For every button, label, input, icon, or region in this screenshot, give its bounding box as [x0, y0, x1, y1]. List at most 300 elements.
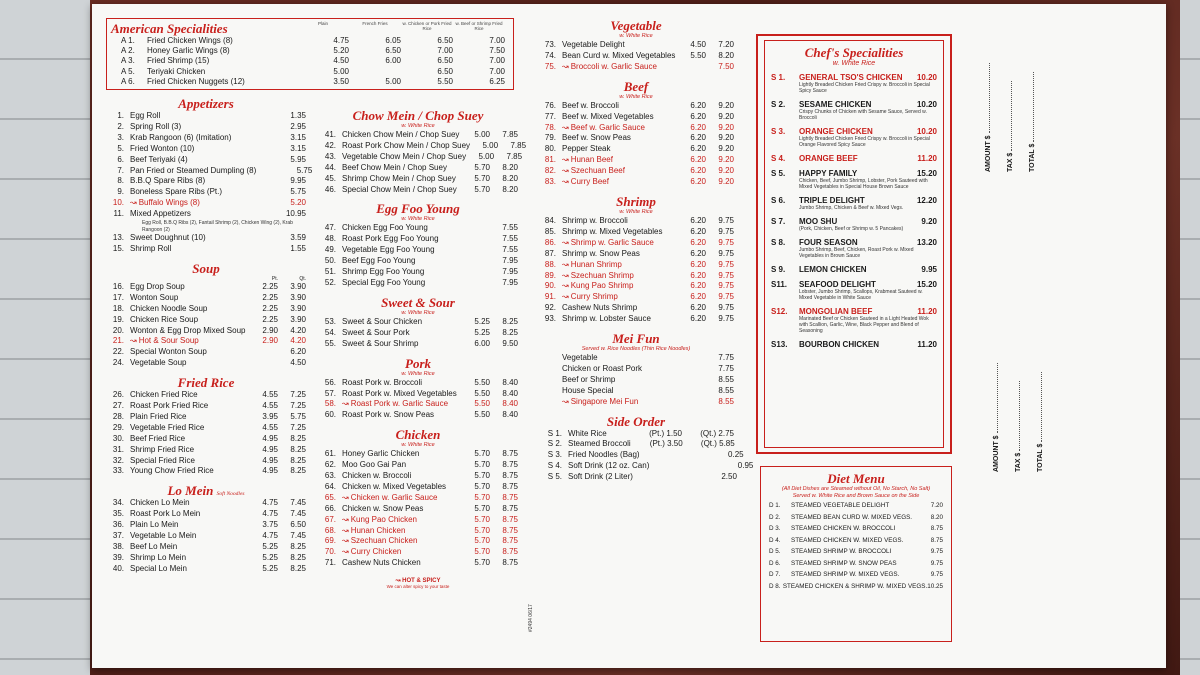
- item-price-large: 8.20: [718, 50, 734, 60]
- item-name: Fried Shrimp (15): [147, 56, 210, 66]
- item-price-small: [649, 461, 701, 472]
- item-price-large: 7.55: [502, 245, 518, 255]
- item-price-small: [678, 375, 706, 386]
- item-name: Beef w. Mixed Vegetables: [562, 111, 654, 121]
- item-number: 10.: [112, 198, 124, 208]
- item-number: 89.: [544, 270, 556, 280]
- chef-item-line: [771, 100, 937, 109]
- item-number: 51.: [324, 267, 336, 277]
- item-number: 49.: [324, 245, 336, 255]
- item-code: A 6.: [121, 76, 135, 86]
- item-price: 8.75: [930, 525, 943, 532]
- item-price-large: 8.75: [502, 460, 518, 470]
- tax-field-top[interactable]: TAX $: [1004, 81, 1014, 172]
- item-number: 9.: [117, 187, 124, 197]
- item-price-large: 8.75: [502, 449, 518, 459]
- item-price-small: [640, 450, 692, 461]
- item-name: Chicken Noodle Soup: [130, 303, 208, 313]
- item-price: 7.50: [489, 46, 505, 56]
- item-price-small: 5.25: [262, 552, 278, 562]
- side-order-title: Side Order: [606, 413, 666, 429]
- item-price-large: 7.45: [290, 509, 306, 519]
- menu-item-row: [318, 378, 518, 389]
- vegetable-title: Vegetable: [610, 18, 662, 33]
- chili-icon: ↝: [342, 399, 349, 409]
- item-name: Pan Fried or Steamed Dumpling (8): [130, 165, 257, 175]
- chef-item-line: [771, 217, 937, 226]
- item-price-small: 5.70: [474, 514, 490, 524]
- chef-item: [771, 217, 937, 232]
- item-price-large: 9.20: [718, 122, 734, 132]
- item-price-small: 6.20: [690, 111, 706, 121]
- item-number: 33.: [112, 466, 124, 476]
- item-price-small: 3.75: [262, 520, 278, 530]
- vegetable-list: [538, 40, 734, 73]
- item-price: [349, 67, 401, 77]
- diet-item-row: [769, 500, 943, 512]
- item-price: 7.00: [489, 66, 505, 76]
- item-code: S 5.: [771, 169, 786, 178]
- item-name: GENERAL TSO'S CHICKEN: [799, 73, 903, 82]
- item-price-large: 8.75: [502, 558, 518, 568]
- item-name: Roast Pork w. Snow Peas: [342, 410, 435, 420]
- american-headers: Plain French Fries w. Chicken or Pork Fried Rice w. Beef or Shrimp Fried Rice: [317, 21, 503, 31]
- item-name: Chicken Egg Foo Young: [342, 223, 428, 233]
- menu-item-row: [106, 509, 306, 520]
- item-number: 45.: [324, 173, 336, 183]
- item-price-large: 8.25: [290, 433, 306, 443]
- item-name: Vegetable Chow Mein / Chop Suey: [342, 151, 467, 161]
- item-price-small: [462, 256, 490, 267]
- item-price: 6.25: [489, 76, 505, 86]
- amount-field-top[interactable]: AMOUNT $: [982, 63, 992, 172]
- chef-item: [771, 280, 937, 301]
- item-name: Chicken w. Broccoli: [342, 471, 412, 481]
- item-price-large: 8.75: [502, 525, 518, 535]
- total-field-top[interactable]: TOTAL $: [1026, 72, 1036, 172]
- american-title: American Specialities: [111, 21, 228, 36]
- item-price-large: 7.85: [506, 151, 523, 161]
- item-name: Curry Shrimp: [570, 292, 618, 302]
- item-price-small: [250, 176, 278, 187]
- item-number: [538, 397, 562, 408]
- mei-fun-list: [538, 353, 734, 408]
- total-field-bottom[interactable]: TOTAL $: [1034, 372, 1044, 472]
- item-price-small: 6.20: [690, 292, 706, 302]
- item-name: FOUR SEASON: [799, 238, 858, 247]
- item-number: 7.: [117, 165, 124, 175]
- menu-item-row: [106, 293, 306, 304]
- item-name: MOO SHU: [799, 217, 838, 226]
- item-name: Broccoli w. Garlic Sauce: [570, 61, 657, 71]
- item-price-large: 9.20: [718, 111, 734, 121]
- menu-item-row: [538, 40, 734, 51]
- item-name: STEAMED CHICKEN W. MIXED VEGS.: [791, 536, 904, 544]
- item-number: [538, 353, 562, 364]
- menu-item-row: [106, 176, 306, 187]
- american-item-row: [111, 77, 509, 87]
- menu-item-row: [318, 389, 518, 400]
- item-name: Roast Pork Lo Mein: [130, 509, 201, 519]
- item-price-small: (Pt.) 3.50: [649, 439, 683, 449]
- item-name: Chicken Rice Soup: [130, 314, 199, 324]
- item-number: 16.: [112, 281, 124, 291]
- menu-item-row: [318, 399, 518, 410]
- item-description: Chicken, Beef, Jumbo Shrimp, Lobster, Pork Sauteed with Mixed Vegetables in Special House Brown Sauce: [799, 178, 928, 190]
- american-item-row: [111, 36, 509, 46]
- fried-rice-list: [106, 390, 306, 477]
- item-name: Fried Wonton (10): [130, 143, 195, 153]
- item-code: D 6.: [769, 559, 781, 567]
- item-name: Roast Pork w. Broccoli: [342, 377, 423, 387]
- item-price-large: 8.75: [502, 547, 518, 557]
- item-name: Chicken Lo Mein: [130, 498, 190, 508]
- item-name: Beef w. Broccoli: [562, 100, 619, 110]
- item-name: Kung Pao Chicken: [350, 514, 417, 524]
- shrimp-title: Shrimp: [616, 193, 656, 209]
- amount-field-bottom[interactable]: AMOUNT $: [990, 363, 1000, 472]
- column-2: [318, 108, 527, 590]
- menu-item-row: [538, 375, 734, 386]
- tax-field-bottom[interactable]: TAX $: [1012, 381, 1022, 472]
- item-price-large: 8.25: [290, 466, 306, 476]
- menu-item-row: [538, 155, 734, 166]
- menu-item-row: [538, 112, 734, 123]
- item-price-small: 3.95: [262, 411, 278, 421]
- item-price: 3.50: [333, 76, 349, 86]
- item-price-small: [462, 223, 490, 234]
- column-3: [538, 18, 754, 483]
- item-price-small: 5.70: [474, 460, 490, 470]
- item-number: 17.: [112, 292, 124, 302]
- menu-item-row: [106, 423, 306, 434]
- menu-item-row: [538, 364, 734, 375]
- soup-list: [106, 282, 306, 369]
- item-code: S 2.: [771, 100, 786, 109]
- item-number: 8.: [117, 176, 124, 186]
- menu-item-row: [318, 317, 518, 328]
- item-number: 50.: [324, 256, 336, 266]
- item-name: Fried Chicken Nuggets (12): [147, 76, 245, 86]
- item-name: Steamed Broccoli: [568, 439, 631, 449]
- sweet-sour-subtitle: w. White Rice: [401, 309, 435, 316]
- item-code: S 3.: [771, 127, 786, 136]
- item-name: Sweet Doughnut (10): [130, 233, 206, 243]
- chef-item-line: [771, 127, 937, 136]
- item-name: STEAMED CHICKEN W. BROCCOLI: [791, 525, 896, 532]
- item-price-small: 4.75: [262, 531, 278, 541]
- item-price-large: 0.25: [728, 450, 744, 460]
- item-number: [538, 386, 562, 397]
- item-number: 44.: [324, 162, 336, 172]
- item-price-large: 9.75: [718, 281, 734, 291]
- item-price-small: [250, 244, 278, 255]
- item-number: S 5.: [547, 472, 562, 482]
- floor-tiles: [0, 0, 90, 675]
- item-number: 54.: [324, 327, 336, 337]
- item-price-small: [633, 472, 685, 483]
- menu-item-row: [318, 185, 518, 196]
- item-price-small: 5.00: [482, 140, 499, 150]
- item-number: 81.: [544, 155, 556, 165]
- menu-item-row: [106, 347, 306, 358]
- menu-item-row: [106, 187, 306, 198]
- item-price-large: 8.40: [502, 410, 518, 420]
- chef-title: Chef's Specialities: [804, 45, 904, 60]
- chef-item-line: [771, 154, 937, 163]
- item-price: 15.20: [916, 280, 937, 289]
- item-name: STEAMED SHRIMP W. MIXED VEGS.: [791, 571, 900, 578]
- item-price-small: 5.70: [474, 471, 490, 481]
- item-price-small: 5.70: [474, 184, 490, 194]
- item-price: 6.00: [385, 56, 401, 66]
- chef-item: [771, 169, 937, 190]
- item-number: 47.: [324, 223, 336, 233]
- menu-item-row: [106, 282, 306, 293]
- chili-icon: ↝: [130, 336, 137, 346]
- item-price-large: 5.75: [290, 187, 306, 197]
- item-name: Young Chow Fried Rice: [130, 466, 214, 476]
- chef-item-line: [771, 169, 937, 178]
- item-price-large: 2.95: [290, 121, 306, 131]
- item-price-small: 4.55: [262, 422, 278, 432]
- item-number: 2.: [117, 121, 124, 131]
- menu-item-row: [106, 155, 306, 166]
- chili-icon: ↝: [562, 270, 569, 280]
- item-name: Shrimp Chow Mein / Chop Suey: [342, 173, 456, 183]
- lo-mein-list: [106, 498, 306, 574]
- item-number: 5.: [117, 143, 124, 153]
- item-price-large: 8.20: [502, 184, 518, 194]
- item-price-small: 4.55: [262, 401, 278, 411]
- item-price-small: [462, 278, 490, 289]
- item-code: D 5.: [769, 548, 781, 555]
- chili-icon: ↝: [562, 259, 569, 269]
- item-number: 79.: [544, 133, 556, 143]
- item-code: S 9.: [771, 265, 786, 274]
- diet-item-row: [769, 581, 943, 593]
- item-price-large: 8.75: [502, 503, 518, 513]
- item-number: S 3.: [547, 450, 562, 460]
- diet-list: [769, 500, 943, 592]
- item-number: 55.: [324, 338, 336, 348]
- item-code: A 2.: [121, 46, 135, 56]
- menu-item-row: [538, 292, 734, 303]
- item-price-large: 7.95: [502, 267, 518, 277]
- egg-foo-young-title: Egg Foo Young: [376, 201, 460, 217]
- item-price-large: 4.50: [290, 358, 306, 368]
- item-price: 15.20: [916, 169, 937, 178]
- item-price-small: 5.70: [474, 547, 490, 557]
- item-price: 11.20: [917, 154, 937, 163]
- item-number: 58.: [324, 399, 336, 409]
- item-name: BOURBON CHICKEN: [799, 340, 879, 349]
- item-price: 9.75: [930, 571, 943, 578]
- item-code: D 4.: [769, 536, 781, 544]
- menu-item-row: [106, 520, 306, 531]
- american-items: [111, 36, 509, 87]
- item-price-small: [250, 209, 278, 220]
- item-number: 6.: [117, 154, 124, 164]
- item-name: Shrimp w. Snow Peas: [562, 248, 640, 258]
- item-price-large: 9.75: [718, 259, 734, 269]
- beef-title: Beef: [623, 78, 649, 94]
- item-name: Hunan Shrimp: [570, 259, 622, 269]
- item-price-small: 2.90: [262, 336, 278, 346]
- item-price-small: 6.20: [690, 259, 706, 269]
- item-price: 9.20: [921, 217, 937, 226]
- menu-item-row: [318, 410, 518, 421]
- item-name: STEAMED BEAN CURD W. MIXED VEGS.: [791, 513, 913, 521]
- item-name: Shrimp Egg Foo Young: [342, 267, 425, 277]
- item-price-small: [250, 133, 278, 144]
- item-price-small: 5.70: [474, 558, 490, 568]
- menu-item-row: [106, 122, 306, 133]
- item-price-large: 9.50: [502, 338, 518, 348]
- item-number: 35.: [112, 509, 124, 519]
- menu-item-row: [538, 386, 734, 397]
- item-price-small: 6.20: [690, 122, 706, 132]
- chef-item-line: [771, 340, 937, 349]
- item-name: Beef Chow Mein / Chop Suey: [342, 162, 447, 172]
- item-price-small: 5.25: [474, 327, 490, 337]
- item-name: Roast Pork Egg Foo Young: [342, 234, 439, 244]
- item-number: 3.: [117, 132, 124, 142]
- item-code: S13.: [771, 340, 788, 349]
- item-price: 12.20: [916, 196, 937, 205]
- item-price-small: [250, 358, 278, 369]
- chili-icon: ↝: [130, 198, 137, 208]
- item-price-small: [678, 353, 706, 364]
- chili-icon: ↝: [562, 237, 569, 247]
- item-price-large: 5.95: [290, 154, 306, 164]
- item-price-small: 6.20: [690, 237, 706, 247]
- item-code: S 6.: [771, 196, 786, 205]
- item-number: 20.: [112, 325, 124, 335]
- menu-item-row: [106, 315, 306, 326]
- item-price-small: 5.50: [474, 399, 490, 409]
- chili-icon: ↝: [562, 61, 569, 71]
- item-price: 7.00: [489, 36, 505, 45]
- menu-item-row: [318, 482, 518, 493]
- item-name: SEAFOOD DELIGHT: [799, 280, 876, 289]
- item-name: Sweet & Sour Shrimp: [342, 338, 419, 348]
- item-name: Vegetable Lo Mein: [130, 531, 197, 541]
- item-price-large: 7.20: [718, 40, 734, 49]
- item-name: Roast Pork Chow Mein / Chop Suey: [342, 140, 471, 150]
- menu-item-row: [318, 526, 518, 537]
- item-price-small: 5.70: [474, 492, 490, 502]
- item-price-small: 6.20: [690, 270, 706, 280]
- menu-item-row: [538, 439, 734, 450]
- item-price-small: 5.70: [474, 525, 490, 535]
- item-name: Pepper Steak: [562, 144, 611, 154]
- chef-item: [771, 196, 937, 211]
- diet-note-1: (All Diet Dishes are Steamed without Oil, No Starch, No Salt): [781, 486, 931, 492]
- item-price-large: 8.25: [290, 542, 306, 552]
- menu-item-row: [106, 358, 306, 369]
- item-price: 10.20: [916, 73, 937, 82]
- menu-item-row: [318, 558, 518, 569]
- menu-item-row: [538, 397, 734, 408]
- item-number: 19.: [112, 314, 124, 324]
- item-price-large: 4.20: [290, 325, 306, 335]
- menu-item-row: [318, 504, 518, 515]
- menu-item-row: [318, 223, 518, 234]
- item-number: 87.: [544, 248, 556, 258]
- item-code: S11.: [771, 280, 788, 289]
- item-name: STEAMED VEGETABLE DELIGHT: [791, 502, 890, 509]
- menu-item-row: [318, 234, 518, 245]
- item-price: 5.20: [333, 46, 349, 56]
- item-price-small: [678, 62, 706, 73]
- item-name: Buffalo Wings (8): [138, 198, 200, 208]
- item-price-small: 4.75: [262, 509, 278, 519]
- item-code: D 3.: [769, 525, 781, 532]
- menu-item-row: [318, 449, 518, 460]
- chef-item: [771, 307, 937, 334]
- item-price-large: 7.25: [290, 401, 306, 411]
- item-price-small: 6.20: [690, 215, 706, 225]
- item-price-large: 8.75: [502, 536, 518, 546]
- menu-item-row: [106, 466, 306, 477]
- item-description: Lightly Breaded Chicken Fried Crispy w. Broccoli in Special Spicy Sauce: [799, 82, 930, 94]
- item-price-small: 5.50: [690, 50, 706, 60]
- menu-item-row: [318, 174, 518, 185]
- item-price-large: 7.25: [290, 422, 306, 432]
- item-price-large: 9.75: [718, 215, 734, 225]
- item-price: 10.20: [916, 100, 937, 109]
- item-price-small: 4.95: [262, 466, 278, 476]
- menu-item-row: [106, 304, 306, 315]
- item-number: 65.: [324, 492, 336, 502]
- item-code: D 2.: [769, 513, 781, 521]
- item-price-large: 8.25: [290, 455, 306, 465]
- item-price-small: 6.20: [690, 226, 706, 236]
- item-price-small: (Pt.) 1.50: [649, 428, 682, 438]
- lo-mein-title: Lo Mein Soft Noodles: [167, 483, 245, 499]
- item-number: 21.: [112, 336, 124, 346]
- item-price-large: 3.90: [290, 314, 306, 324]
- item-name: Beef Fried Rice: [130, 433, 186, 443]
- menu-item-row: [318, 471, 518, 482]
- item-price-small: 2.25: [262, 303, 278, 313]
- item-price-small: 6.20: [690, 177, 706, 187]
- chef-item-line: [771, 196, 937, 205]
- item-price-small: 6.00: [474, 338, 490, 348]
- menu-item-row: [538, 281, 734, 292]
- menu-item-row: [106, 542, 306, 553]
- item-price-small: 2.25: [262, 314, 278, 324]
- item-code: S12.: [771, 307, 788, 316]
- item-price-large: 6.20: [290, 347, 306, 357]
- diet-menu-box: [760, 466, 952, 642]
- item-number: 70.: [324, 547, 336, 557]
- item-name: Szechuan Shrimp: [570, 270, 634, 280]
- item-name: Sweet & Sour Pork: [342, 327, 410, 337]
- item-number: 56.: [324, 377, 336, 387]
- item-number: 76.: [544, 100, 556, 110]
- chicken-subtitle: w. White Rice: [401, 442, 435, 449]
- item-number: 91.: [544, 292, 556, 302]
- item-price-large: 9.75: [718, 303, 734, 313]
- item-name: Cashew Nuts Chicken: [342, 558, 421, 568]
- item-price-large: (Qt.) 2.75: [700, 428, 734, 438]
- item-price-large: (Qt.) 5.85: [700, 439, 735, 449]
- menu-item-row: [106, 209, 306, 220]
- item-number: 92.: [544, 303, 556, 313]
- menu-item-row: [538, 260, 734, 271]
